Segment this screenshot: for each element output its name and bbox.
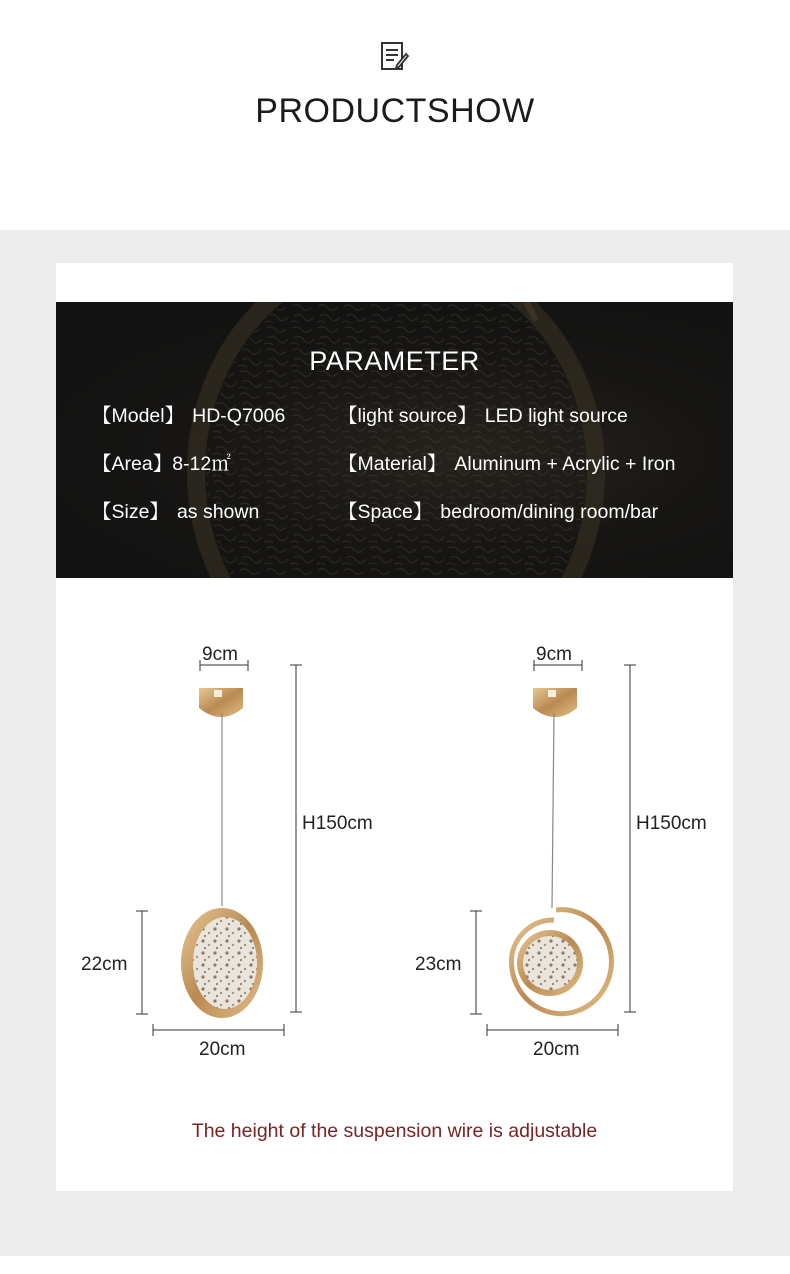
param-area (92, 448, 231, 476)
dimension-diagram (56, 578, 733, 1191)
param-key: 【Size】 (92, 501, 169, 523)
lamp-1-shade-width: 20cm (199, 1039, 246, 1060)
lamp-1-drawing (136, 660, 302, 1036)
lamp-2-height: H150cm (636, 813, 707, 834)
param-value: bedroom/dining room/bar (440, 501, 659, 523)
lamp-2-drawing (470, 660, 636, 1036)
param-value: as shown (176, 501, 260, 523)
param-material (338, 448, 675, 476)
param-size (92, 496, 259, 524)
parameter-title: PARAMETER (309, 346, 480, 376)
param-key: 【light source】 (338, 405, 477, 427)
param-key: 【Model】 (92, 405, 185, 427)
dimension-drawings (56, 578, 733, 1191)
param-key: 【Space】 (338, 501, 433, 523)
lamp-2-shade-height: 23cm (415, 954, 462, 975)
param-value: HD-Q7006 (192, 405, 286, 427)
param-space (338, 496, 658, 524)
param-light-source (338, 400, 628, 428)
lamp-2-shade-width: 20cm (533, 1039, 580, 1060)
param-value: 8-12㎡ (172, 453, 231, 475)
header-section (0, 0, 790, 230)
param-model (92, 400, 285, 428)
lamp-background-graphic (56, 302, 733, 578)
document-edit-icon (378, 40, 410, 72)
lamp-1-height: H150cm (302, 813, 373, 834)
param-key: 【Area】 (92, 453, 173, 475)
param-value: Aluminum + Acrylic + Iron (454, 453, 676, 475)
param-value: LED light source (484, 405, 628, 427)
parameter-banner (56, 302, 733, 578)
lamp-1-shade-height: 22cm (81, 954, 128, 975)
lamp-2-canopy-width: 9cm (536, 644, 572, 665)
adjustable-wire-note: The height of the suspension wire is adjustable (191, 1120, 598, 1142)
param-key: 【Material】 (338, 453, 447, 475)
page-title: PRODUCTSHOW (255, 92, 535, 130)
lamp-1-canopy-width: 9cm (202, 644, 238, 665)
